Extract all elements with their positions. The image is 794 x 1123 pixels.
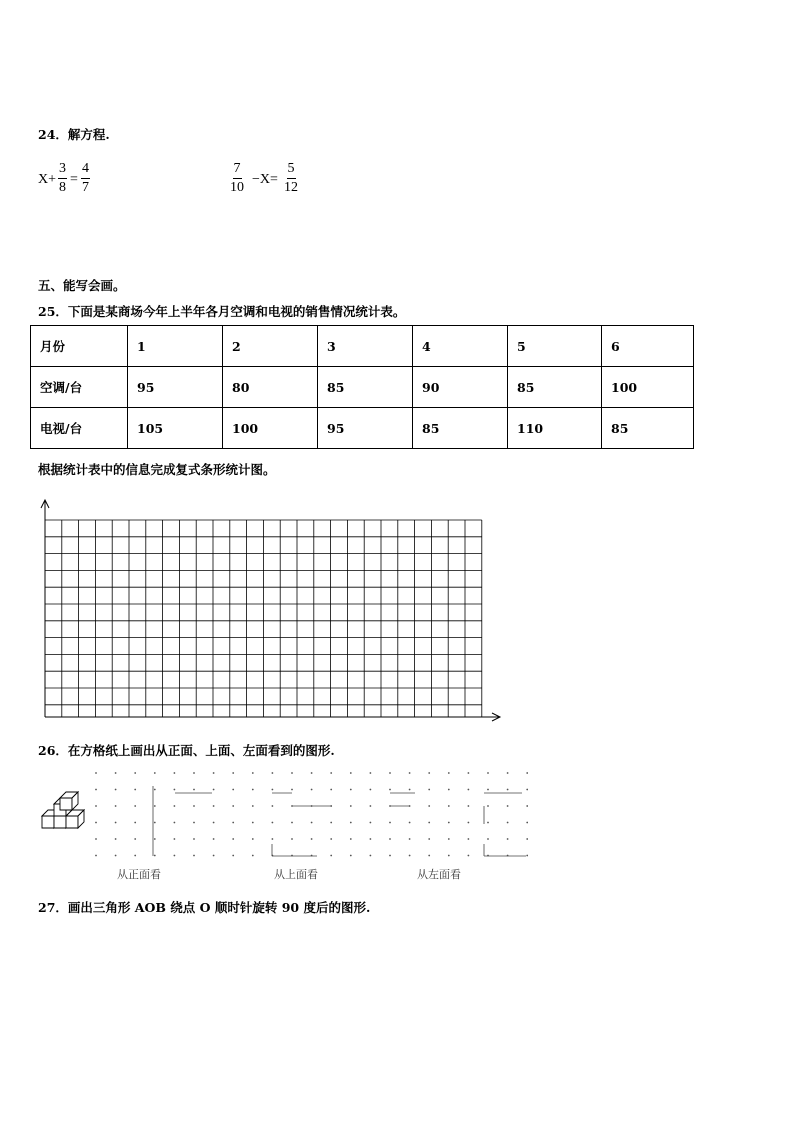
cube-face	[42, 816, 54, 828]
grid-dot	[389, 822, 391, 824]
grid-dot	[448, 772, 450, 774]
grid-dot	[174, 855, 176, 857]
caption-front-view: 从正面看	[117, 868, 161, 881]
grid-dot	[272, 789, 274, 791]
grid-dot	[311, 772, 313, 774]
table-cell: 2	[223, 326, 318, 367]
grid-dot	[389, 789, 391, 791]
grid-dot	[409, 772, 411, 774]
caption-left-view: 从左面看	[417, 868, 461, 881]
grid-dot	[507, 772, 509, 774]
grid-dot	[330, 772, 332, 774]
grid-dot	[389, 772, 391, 774]
eq2-frac1-denominator: 10	[230, 180, 244, 195]
grid-dot	[174, 772, 176, 774]
grid-dot	[507, 805, 509, 807]
caption-top-view: 从上面看	[274, 868, 318, 881]
table-cell: 85	[413, 408, 508, 449]
grid-dot	[95, 789, 97, 791]
table-cell: 空调/台	[31, 367, 128, 408]
grid-lines	[45, 520, 482, 717]
dot-grid	[95, 772, 528, 856]
grid-dot	[154, 789, 156, 791]
grid-dot	[370, 838, 372, 840]
grid-dot	[370, 822, 372, 824]
grid-dot	[134, 822, 136, 824]
grid-dot	[134, 805, 136, 807]
eq2-fraction-2	[284, 162, 298, 195]
grid-dot	[468, 805, 470, 807]
grid-dot	[232, 822, 234, 824]
grid-dot	[409, 789, 411, 791]
grid-dot	[468, 772, 470, 774]
grid-dot	[487, 772, 489, 774]
grid-dot	[389, 855, 391, 857]
grid-dot	[330, 838, 332, 840]
table-cell: 105	[128, 408, 223, 449]
grid-dot	[409, 855, 411, 857]
grid-dot	[232, 805, 234, 807]
grid-dot	[291, 838, 293, 840]
table-cell: 3	[318, 326, 413, 367]
dot-grid-paper	[92, 766, 528, 860]
table-cell: 85	[602, 408, 694, 449]
grid-dot	[428, 805, 430, 807]
grid-dot	[95, 822, 97, 824]
grid-dot	[154, 772, 156, 774]
grid-dot	[526, 855, 528, 857]
grid-dot	[193, 855, 195, 857]
grid-dot	[526, 805, 528, 807]
grid-dot	[468, 789, 470, 791]
grid-dot	[428, 822, 430, 824]
grid-dot	[350, 855, 352, 857]
grid-dot	[232, 772, 234, 774]
grid-dot	[252, 772, 254, 774]
grid-dot	[174, 822, 176, 824]
grid-dot	[507, 838, 509, 840]
grid-dot	[252, 805, 254, 807]
grid-dot	[330, 822, 332, 824]
q25-title: 25．下面是某商场今年上半年各月空调和电视的销售情况统计表。	[38, 304, 406, 319]
blank-bar-chart-grid	[30, 490, 510, 730]
grid-dot	[311, 822, 313, 824]
eq2-fraction-1	[230, 162, 244, 195]
grid-dot	[330, 855, 332, 857]
grid-dot	[134, 772, 136, 774]
grid-dot	[487, 822, 489, 824]
q25-instruction: 根据统计表中的信息完成复式条形统计图。	[38, 462, 276, 477]
grid-dot	[330, 789, 332, 791]
y-axis-arrow	[41, 500, 49, 717]
grid-dot	[213, 805, 215, 807]
grid-dot	[448, 838, 450, 840]
section-5-title: 五、能写会画。	[38, 278, 126, 293]
grid-dot	[134, 838, 136, 840]
q26-title: 26．在方格纸上画出从正面、上面、左面看到的图形.	[38, 743, 335, 758]
eq1-frac2-denominator: 7	[82, 180, 89, 195]
grid-dot	[487, 805, 489, 807]
grid-dot	[252, 838, 254, 840]
cube-face	[54, 816, 66, 828]
table-cell: 110	[508, 408, 602, 449]
grid-dot	[507, 789, 509, 791]
table-cell: 5	[508, 326, 602, 367]
grid-dot	[115, 772, 117, 774]
grid-dot	[252, 822, 254, 824]
cube-face	[60, 798, 72, 810]
grid-dot	[272, 838, 274, 840]
grid-dot	[154, 838, 156, 840]
grid-dot	[115, 855, 117, 857]
grid-dot	[272, 805, 274, 807]
eq1-frac1-denominator: 8	[59, 180, 66, 195]
grid-dot	[154, 822, 156, 824]
grid-dot	[350, 805, 352, 807]
grid-dot	[174, 838, 176, 840]
grid-dot	[370, 855, 372, 857]
grid-dot	[468, 822, 470, 824]
eq1-frac2-numerator: 4	[81, 162, 90, 179]
grid-dot	[428, 855, 430, 857]
eq1-frac1-numerator: 3	[58, 162, 67, 179]
grid-dot	[213, 789, 215, 791]
grid-dot	[272, 772, 274, 774]
grid-dot	[291, 772, 293, 774]
grid-dot	[428, 772, 430, 774]
grid-dot	[193, 838, 195, 840]
grid-dot	[272, 822, 274, 824]
table-row	[31, 367, 694, 408]
table-cell: 6	[602, 326, 694, 367]
grid-dot	[526, 789, 528, 791]
grid-dot	[526, 822, 528, 824]
grid-dot	[115, 789, 117, 791]
grid-dot	[213, 772, 215, 774]
grid-dot	[468, 855, 470, 857]
grid-dot	[370, 772, 372, 774]
grid-dot	[526, 772, 528, 774]
grid-dot	[232, 789, 234, 791]
grid-dot	[389, 838, 391, 840]
grid-dot	[134, 789, 136, 791]
table-cell: 电视/台	[31, 408, 128, 449]
grid-dot	[213, 855, 215, 857]
grid-dot	[350, 838, 352, 840]
grid-dot	[115, 822, 117, 824]
grid-dot	[448, 855, 450, 857]
grid-dot	[193, 822, 195, 824]
eq1-prefix: X+	[38, 172, 57, 187]
grid-dot	[291, 789, 293, 791]
sales-table	[30, 325, 694, 449]
grid-dot	[193, 772, 195, 774]
grid-dot	[311, 789, 313, 791]
grid-dot	[291, 822, 293, 824]
eq1-equals: =	[70, 172, 78, 187]
table-cell: 90	[413, 367, 508, 408]
grid-dot	[134, 855, 136, 857]
q27-title: 27．画出三角形 AOB 绕点 O 顺时针旋转 90 度后的图形.	[38, 900, 371, 915]
grid-dot	[232, 855, 234, 857]
grid-dot	[115, 805, 117, 807]
grid-dot	[213, 822, 215, 824]
table-cell: 85	[508, 367, 602, 408]
grid-dot	[350, 822, 352, 824]
grid-dot	[174, 789, 176, 791]
eq2-frac1-numerator: 7	[233, 162, 242, 179]
eq1-fraction-2	[81, 162, 90, 195]
grid-dot	[232, 838, 234, 840]
grid-dot	[487, 838, 489, 840]
grid-dot	[350, 772, 352, 774]
stacked-cubes-figure	[40, 790, 96, 832]
table-cell: 85	[318, 367, 413, 408]
grid-dot	[154, 805, 156, 807]
grid-dot	[487, 789, 489, 791]
table-cell: 95	[128, 367, 223, 408]
grid-dot	[213, 838, 215, 840]
cube-face	[66, 816, 78, 828]
table-cell: 95	[318, 408, 413, 449]
grid-dot	[428, 789, 430, 791]
grid-dot	[370, 789, 372, 791]
table-cell: 1	[128, 326, 223, 367]
grid-dot	[95, 772, 97, 774]
table-row	[31, 408, 694, 449]
table-cell: 100	[223, 408, 318, 449]
eq2-frac2-denominator: 12	[284, 180, 298, 195]
table-cell: 4	[413, 326, 508, 367]
grid-dot	[468, 838, 470, 840]
grid-dot	[193, 789, 195, 791]
eq1-fraction-1	[58, 162, 67, 195]
grid-dot	[448, 805, 450, 807]
grid-dot	[409, 822, 411, 824]
faint-drawing-marks	[153, 786, 526, 856]
grid-dot	[526, 838, 528, 840]
grid-dot	[174, 805, 176, 807]
table-cell: 月份	[31, 326, 128, 367]
grid-dot	[95, 855, 97, 857]
grid-dot	[154, 855, 156, 857]
table-header-row	[31, 326, 694, 367]
grid-dot	[350, 789, 352, 791]
grid-dot	[252, 855, 254, 857]
grid-dot	[115, 838, 117, 840]
grid-dot	[193, 805, 195, 807]
grid-dot	[448, 789, 450, 791]
eq2-frac2-numerator: 5	[287, 162, 296, 179]
grid-dot	[252, 789, 254, 791]
grid-dot	[95, 805, 97, 807]
table-cell: 80	[223, 367, 318, 408]
grid-dot	[448, 822, 450, 824]
q24-title: 24．解方程.	[38, 127, 110, 142]
table-cell: 100	[602, 367, 694, 408]
grid-dot	[507, 822, 509, 824]
eq2-middle: −X=	[252, 172, 278, 187]
grid-dot	[95, 838, 97, 840]
grid-dot	[370, 805, 372, 807]
grid-dot	[311, 838, 313, 840]
grid-dot	[428, 838, 430, 840]
grid-dot	[409, 838, 411, 840]
